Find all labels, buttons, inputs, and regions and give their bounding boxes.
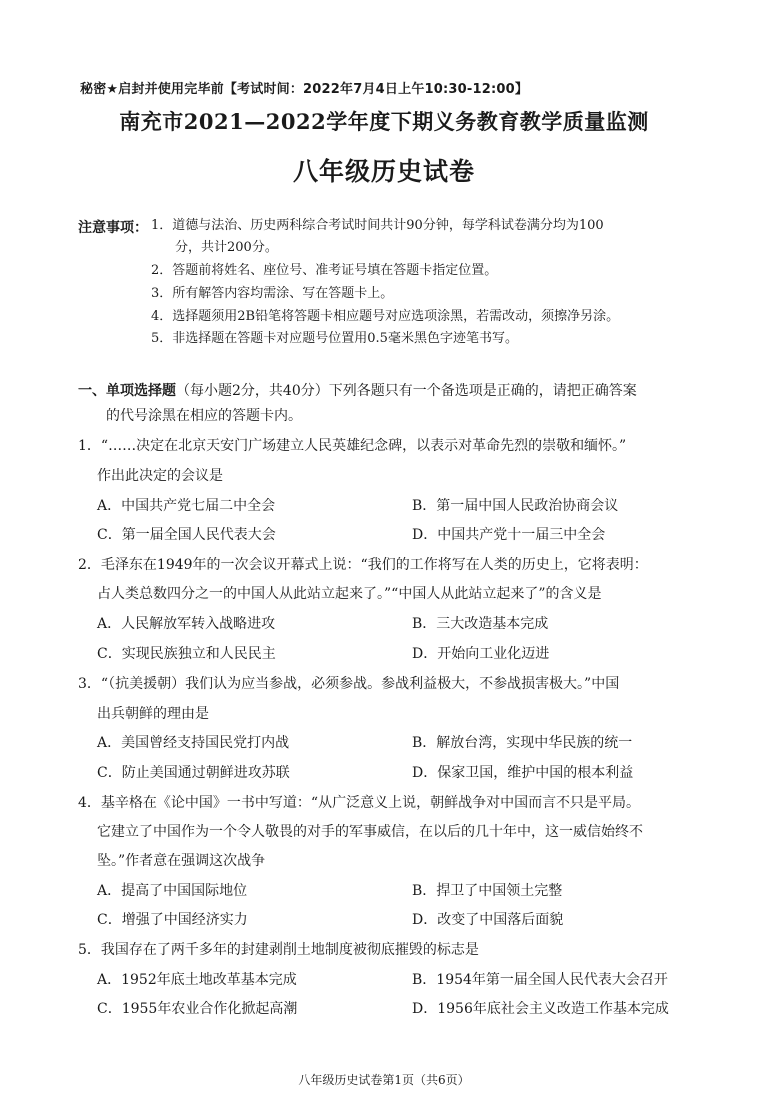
question-option: C．防止美国通过朝鲜进攻苏联 <box>97 765 290 781</box>
question-option: C．增强了中国经济实力 <box>97 912 248 928</box>
notice-item-1-cont: 分，共计200分。 <box>175 240 278 255</box>
question-stem-cont: 出兵朝鲜的理由是 <box>97 706 209 722</box>
question-stem-cont: 作出此决定的会议是 <box>97 468 223 484</box>
question-option: D．开始向工业化迈进 <box>412 646 550 662</box>
confidential-line: 秘密★启封并使用完毕前【考试时间：2022年7月4日上午10:30-12:00】 <box>80 82 529 97</box>
notice-item-2: 2．答题前将姓名、座位号、准考证号填在答题卡指定位置。 <box>151 263 498 278</box>
notice-item-5: 5．非选择题在答题卡对应题号位置用0.5毫米黑色字迹笔书写。 <box>151 331 518 346</box>
question-option: B．三大改造基本完成 <box>412 616 549 632</box>
question-option: B．解放台湾，实现中华民族的统一 <box>412 735 633 751</box>
question-option: A．1952年底土地改革基本完成 <box>97 972 297 988</box>
question-option: A．提高了中国国际地位 <box>97 883 248 899</box>
question-option: B．1954年第一届全国人民代表大会召开 <box>412 972 668 988</box>
exam-subtitle: 八年级历史试卷 <box>292 157 475 186</box>
question-option: A．中国共产党七届二中全会 <box>97 498 276 514</box>
question-option: D．改变了中国落后面貌 <box>412 912 564 928</box>
question-stem: 1．“……决定在北京天安门广场建立人民英雄纪念碑，以表示对革命先烈的崇敬和缅怀。” <box>78 438 627 454</box>
question-stem: 5．我国存在了两千多年的封建剥削土地制度被彻底摧毁的标志是 <box>78 942 479 958</box>
page-footer: 八年级历史试卷第1页（共6页） <box>298 1073 470 1087</box>
question-stem-cont: 它建立了中国作为一个令人敬畏的对手的军事威信，在以后的几十年中，这一威信始终不 <box>97 824 643 840</box>
question-option: D．1956年底社会主义改造工作基本完成 <box>412 1001 669 1017</box>
question-option: A．美国曾经支持国民党打内战 <box>97 735 290 751</box>
question-option: C．1955年农业合作化掀起高潮 <box>97 1001 298 1017</box>
notice-label: 注意事项： <box>78 220 148 236</box>
section-rule: （每小题2分，共40分）下列各题只有一个备选项是正确的，请把正确答案 <box>176 383 637 399</box>
question-option: C．实现民族独立和人民民主 <box>97 646 276 662</box>
section-title: 一、单项选择题 <box>78 383 176 399</box>
question-stem: 3．“（抗美援朝）我们认为应当参战，必须参战。参战利益极大，不参战损害极大。”中国 <box>78 676 620 692</box>
exam-title: 南充市2021—2022学年度下期义务教育教学质量监测 <box>119 109 649 134</box>
question-stem: 4．基辛格在《论中国》一书中写道：“从广泛意义上说，朝鲜战争对中国而言不只是平局。 <box>78 795 641 811</box>
notice-item-1: 1．道德与法治、历史两科综合考试时间共计90分钟，每学科试卷满分均为100 <box>151 218 604 233</box>
question-stem-cont: 占人类总数四分之一的中国人从此站立起来了。”“中国人从此站立起来了”的含义是 <box>97 586 602 602</box>
question-option: B．捍卫了中国领土完整 <box>412 883 563 899</box>
question-option: D．中国共产党十一届三中全会 <box>412 527 606 543</box>
question-option: A．人民解放军转入战略进攻 <box>97 616 276 632</box>
notice-item-3: 3．所有解答内容均需涂、写在答题卡上。 <box>151 286 394 301</box>
question-stem: 2．毛泽东在1949年的一次会议开幕式上说：“我们的工作将写在人类的历史上，它将表明： <box>78 557 648 573</box>
question-option: C．第一届全国人民代表大会 <box>97 527 276 543</box>
notice-item-4: 4．选择题须用2B铅笔将答题卡相应题号对应选项涂黑，若需改动，须擦净另涂。 <box>151 309 620 324</box>
section-heading <box>78 380 637 402</box>
question-option: B．第一届中国人民政治协商会议 <box>412 498 619 514</box>
question-stem-cont: 坠。”作者意在强调这次战争 <box>97 853 266 869</box>
question-option: D．保家卫国，维护中国的根本利益 <box>412 765 634 781</box>
section-rule-cont: 的代号涂黑在相应的答题卡内。 <box>106 408 302 424</box>
